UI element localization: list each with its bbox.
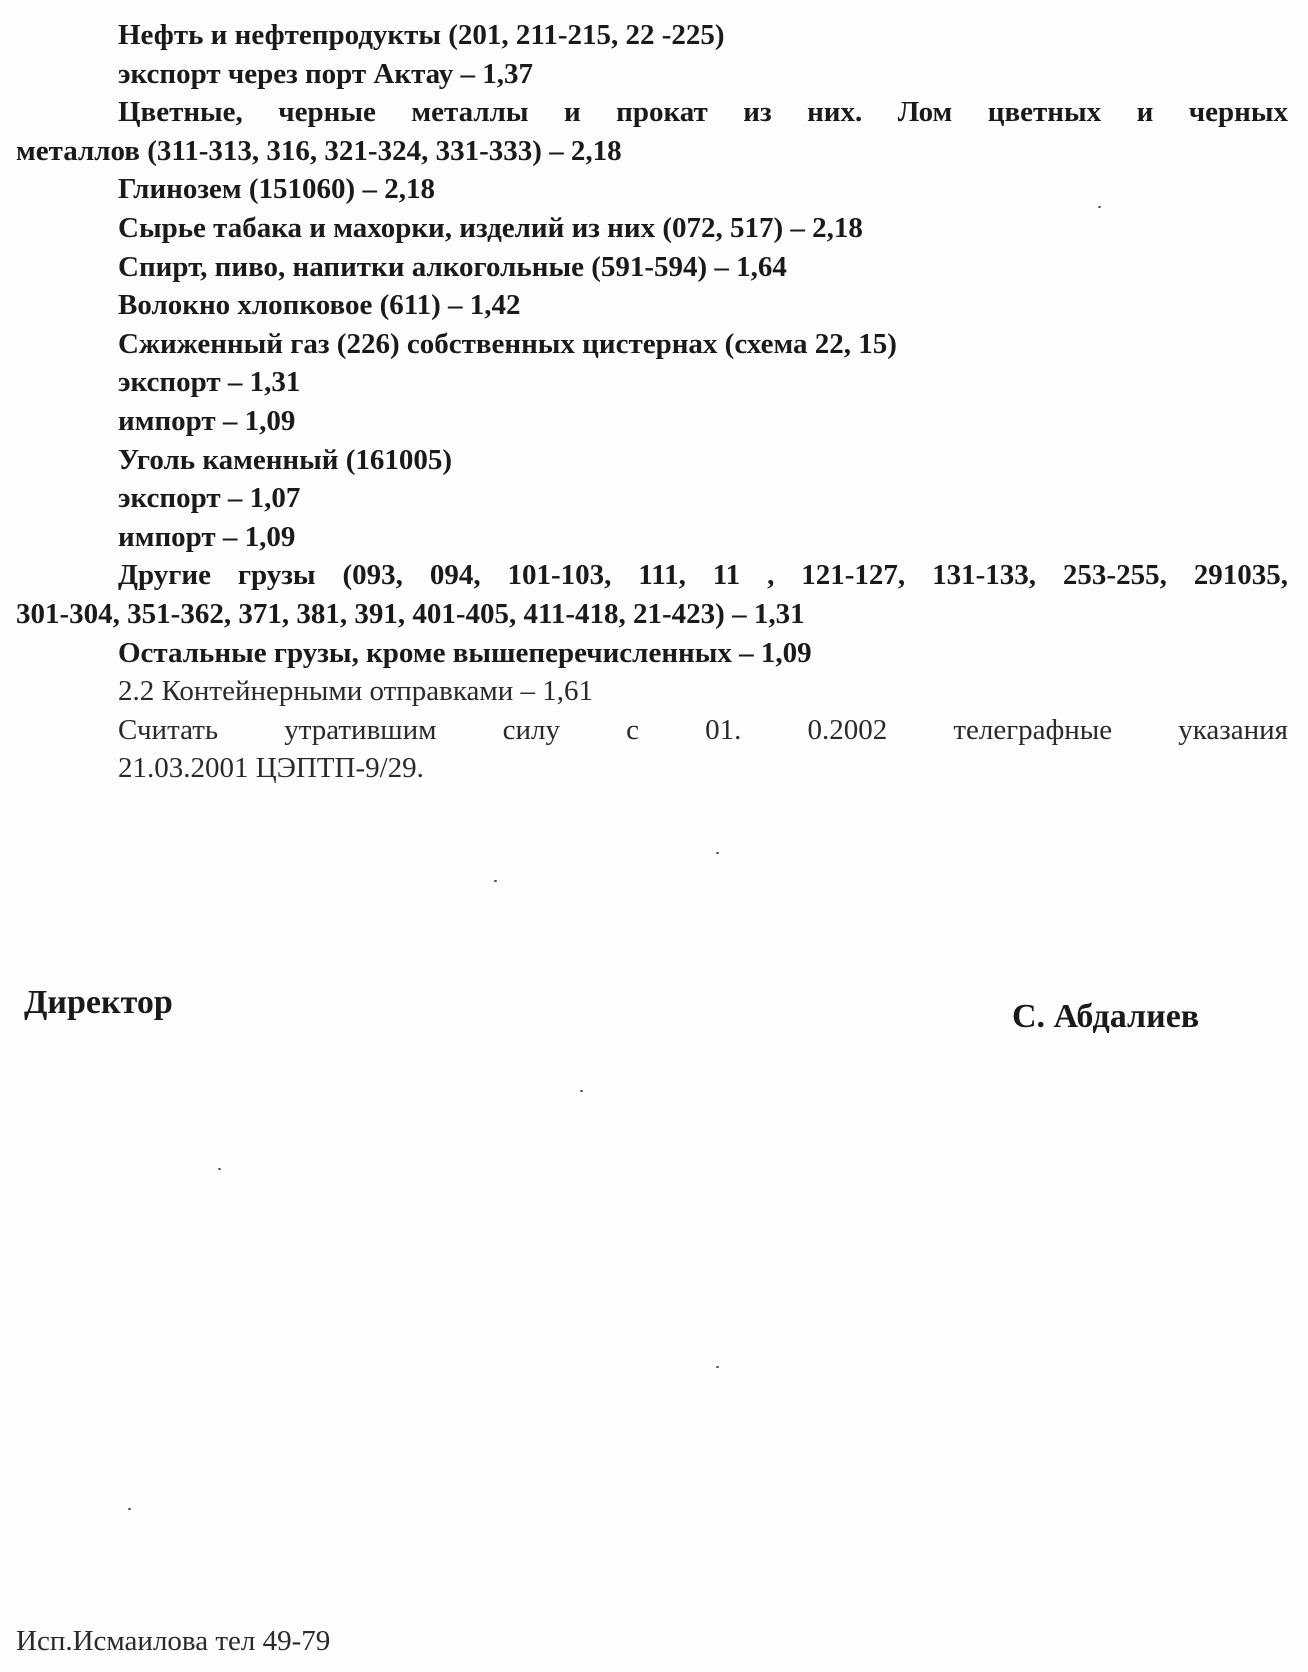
document-line: Спирт, пиво, напитки алкогольные (591-594) – 1,64 — [118, 250, 787, 283]
signature-title: Директор — [24, 984, 173, 1021]
scan-speck — [580, 1090, 583, 1092]
scan-speck — [716, 1366, 719, 1368]
document-line: Сжиженный газ (226) собственных цистернах (схема 22, 15) — [118, 327, 897, 360]
document-line: Уголь каменный (161005) — [118, 443, 453, 476]
document-line: 2.2 Контейнерными отправками – 1,61 — [118, 675, 594, 708]
document-line: Считать утратившим силу с 01. 0.2002 телеграфные указания — [118, 713, 1288, 746]
scan-speck — [494, 880, 497, 882]
document-line: Сырье табака и махорки, изделий из них (072, 517) – 2,18 — [118, 211, 863, 244]
document-line: импорт – 1,09 — [118, 404, 296, 437]
signature-name: С. Абдалиев — [1012, 998, 1200, 1035]
document-line: Волокно хлопковое (611) – 1,42 — [118, 289, 521, 322]
document-line: экспорт – 1,07 — [118, 482, 301, 515]
document-line: металлов (311-313, 316, 321-324, 331-333) – 2,18 — [16, 134, 622, 167]
document-line: 21.03.2001 ЦЭПТП-9/29. — [118, 752, 424, 785]
scan-speck — [1098, 206, 1101, 208]
document-line: Другие грузы (093, 094, 101-103, 111, 11 , 121-127, 131-133, 253-255, 291035, — [118, 559, 1288, 592]
document-line: Глинозем (151060) – 2,18 — [118, 173, 435, 206]
document-line: Нефть и нефтепродукты (201, 211-215, 22 -225) — [118, 19, 725, 51]
scan-speck — [218, 1168, 221, 1170]
scan-speck — [716, 852, 719, 854]
scan-speck — [128, 1508, 131, 1510]
document-line: Остальные грузы, кроме вышеперечисленных – 1,09 — [118, 636, 812, 669]
document-line: экспорт через порт Актау – 1,37 — [118, 57, 533, 90]
document-line: импорт – 1,09 — [118, 520, 296, 553]
document-line: экспорт – 1,31 — [118, 366, 301, 399]
document-line: 301-304, 351-362, 371, 381, 391, 401-405, 411-418, 21-423) – 1,31 — [16, 597, 805, 630]
document-line: Цветные, черные металлы и прокат из них. Лом цветных и черных — [118, 96, 1288, 129]
document-body — [16, 16, 1288, 788]
executor-footer: Исп.Исмаилова тел 49-79 — [16, 1625, 331, 1657]
